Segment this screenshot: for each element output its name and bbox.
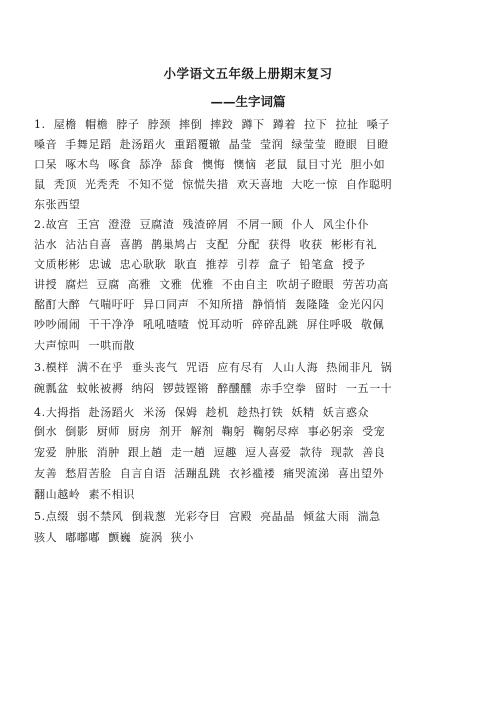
text-line: 4.大拇指 赴汤蹈火 米汤 保姆 趁机 趁热打铁 妖精 妖言惑众	[34, 406, 370, 419]
text-line: 3.模样 满不在乎 垂头丧气 咒语 应有尽有 人山人海 热闹非凡 锅	[34, 361, 393, 374]
text-line: 口呆 啄木鸟 啄食 舔净 舔食 懊悔 懊恼 老鼠 鼠目寸光 胆小如	[34, 158, 386, 171]
page-title: 小学语文五年级上册期末复习	[163, 66, 333, 81]
text-line: 讲授 腐烂 豆腐 高雅 文雅 优雅 不由自主 吹胡子瞪眼 劳苦功高	[34, 278, 389, 291]
text-line: 宠爱 肿胀 消肿 跟上趟 走一趟 逗趣 逗人喜爱 款待 现款 善良	[34, 446, 386, 459]
text-line: 沾水 沾沾自喜 喜鹊 鹊巢鸠占 支配 分配 获得 收获 彬彬有礼	[34, 238, 378, 251]
text-line: 嗓音 手舞足蹈 赴汤蹈火 重蹈覆辙 晶莹 莹润 绿莹莹 瞪眼 目瞪	[34, 138, 389, 151]
text-line: 1. 屋檐 帽檐 脖子 脖颈 摔倒 摔跤 蹲下 蹲着 拉下 拉扯 嗓子	[34, 118, 390, 131]
text-line: 大声惊叫 一哄而散	[34, 339, 135, 352]
text-line: 友善 愁眉苦脸 自言自语 活蹦乱跳 衣衫褴褛 痛哭流涕 喜出望外	[34, 467, 385, 480]
text-line: 文质彬彬 忠诚 忠心耿耿 耿直 推荐 引荐 盒子 铅笔盒 授予	[34, 258, 366, 271]
text-line: 东张西望	[34, 198, 81, 211]
text-line: 吵吵闹闹 干干净净 吼吼喳喳 悦耳动听 碎碎乱跳 屏住呼吸 敬佩	[34, 318, 385, 331]
text-line: 骇人 嘟嘟嘟 颤巍 旋涡 狭小	[34, 531, 194, 544]
text-line: 5.点缀 弱不禁风 倒栽葱 光彩夺目 宫殿 亮晶晶 倾盆大雨 湍急	[34, 510, 381, 523]
text-line: 翻山越岭 素不相识	[34, 488, 135, 501]
text-line: 鼠 秃顶 光秃秃 不知不觉 惊慌失措 欢天喜地 大吃一惊 自作聪明	[34, 178, 393, 191]
text-line: 倒水 倒影 厨师 厨房 剂开 解剂 鞠躬 鞠躬尽瘁 事必躬亲 受宠	[34, 425, 386, 438]
text-line: 酩酊大醉 气喘吁吁 异口同声 不知所措 静悄悄 轰隆隆 金光闪闪	[34, 298, 385, 311]
page-subtitle: ——生字词篇	[210, 94, 286, 109]
text-line: 碗瓢盆 蚊帐被褥 纳闷 锣鼓铿锵 醉醺醺 赤手空拳 留时 一五一十	[34, 382, 393, 395]
text-line: 2.故宫 王宫 澄澄 豆腐渣 残渣碎屑 不屑一顾 仆人 风尘仆仆	[34, 218, 370, 231]
